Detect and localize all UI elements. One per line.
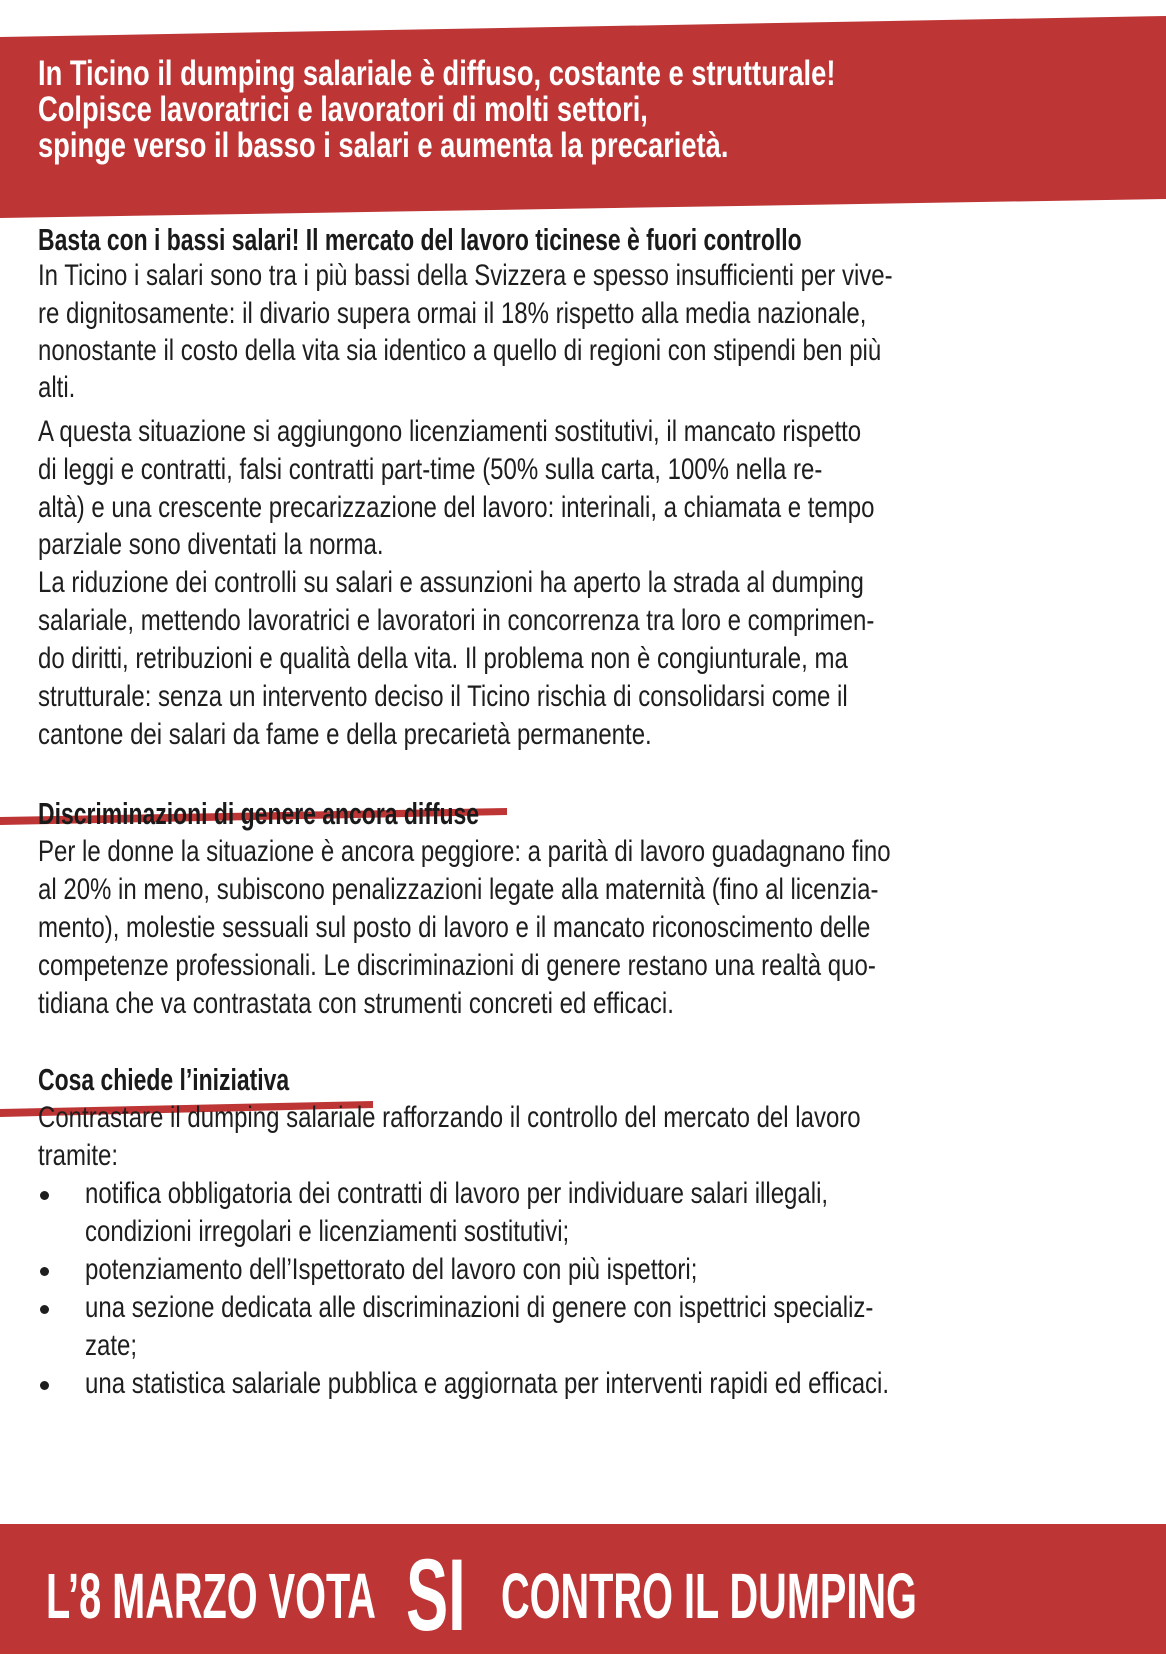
- paragraph-line: A questa situazione si aggiungono licenziamenti sostitutivi, il mancato rispetto: [38, 415, 862, 448]
- paragraph-line: La riduzione dei controlli su salari e assunzioni ha aperto la strada al dumping: [38, 566, 864, 599]
- banner-line: spinge verso il basso i salari e aumenta la precarietà.: [38, 126, 729, 165]
- list-item-text: condizioni irregolari e licenziamenti sostitutivi;: [85, 1215, 570, 1248]
- paragraph-line: salariale, mettendo lavoratrici e lavoratori in concorrenza tra loro e comprimen-: [38, 604, 875, 637]
- banner-line: In Ticino il dumping salariale è diffuso, costante e strutturale!: [38, 54, 836, 93]
- paragraph-line: mento), molestie sessuali sul posto di lavoro e il mancato riconoscimento delle: [38, 911, 871, 944]
- paragraph-line: nonostante il costo della vita sia identico a quello di regioni con stipendi ben più: [38, 334, 882, 367]
- section-heading: Cosa chiede l’iniziativa: [38, 1062, 290, 1097]
- bullet-icon: [40, 1191, 49, 1200]
- footer-slogan: [46, 1525, 1146, 1655]
- paragraph-line: Per le donne la situazione è ancora peggiore: a parità di lavoro guadagnano fino: [38, 835, 891, 868]
- footer-text-emphasis: SI: [406, 1538, 466, 1652]
- paragraph-line: altà) e una crescente precarizzazione del lavoro: interinali, a chiamata e tempo: [38, 491, 875, 524]
- paragraph-line: Contrastare il dumping salariale rafforzando il controllo del mercato del lavoro: [38, 1101, 861, 1134]
- paragraph-line: tidiana che va contrastata con strumenti concreti ed efficaci.: [38, 987, 674, 1020]
- paragraph-line: al 20% in meno, subiscono penalizzazioni legate alla maternità (fino al licenzia-: [38, 873, 879, 906]
- list-item-text: una sezione dedicata alle discriminazioni di genere con ispettrici specializ-: [85, 1291, 874, 1324]
- list-item-text: una statistica salariale pubblica e aggiornata per interventi rapidi ed efficaci.: [85, 1367, 890, 1400]
- bullet-icon: [40, 1381, 49, 1390]
- paragraph-line: do diritti, retribuzioni e qualità della vita. Il problema non è congiunturale, ma: [38, 642, 848, 675]
- paragraph-line: cantone dei salari da fame e della precarietà permanente.: [38, 718, 652, 751]
- section-heading: Basta con i bassi salari! Il mercato del lavoro ticinese è fuori controllo: [38, 222, 802, 257]
- bullet-icon: [40, 1267, 49, 1276]
- paragraph-line: tramite:: [38, 1139, 119, 1172]
- banner-line: Colpisce lavoratrici e lavoratori di molti settori,: [38, 90, 648, 129]
- list-item-text: notifica obbligatoria dei contratti di lavoro per individuare salari illegali,: [85, 1177, 829, 1210]
- footer-banner: [0, 1524, 1166, 1654]
- footer-text-after: CONTRO IL DUMPING: [501, 1560, 917, 1632]
- paragraph-line: alti.: [38, 371, 76, 404]
- paragraph-line: re dignitosamente: il divario supera ormai il 18% rispetto alla media nazionale,: [38, 297, 867, 330]
- paragraph-line: di leggi e contratti, falsi contratti part-time (50% sulla carta, 100% nella re-: [38, 453, 823, 486]
- section-heading: Discriminazioni di genere ancora diffuse: [38, 796, 480, 831]
- paragraph-line: competenze professionali. Le discriminazioni di genere restano una realtà quo-: [38, 949, 876, 982]
- paragraph-line: parziale sono diventati la norma.: [38, 528, 384, 561]
- footer-text-before: L’8 MARZO VOTA: [46, 1560, 376, 1632]
- list-item-text: potenziamento dell’Ispettorato del lavoro con più ispettori;: [85, 1253, 698, 1286]
- bullet-icon: [40, 1305, 49, 1314]
- list-item-text: zate;: [85, 1329, 138, 1362]
- paragraph-line: In Ticino i salari sono tra i più bassi della Svizzera e spesso insufficienti per vive-: [38, 259, 893, 292]
- paragraph-line: strutturale: senza un intervento deciso il Ticino rischia di consolidarsi come il: [38, 680, 848, 713]
